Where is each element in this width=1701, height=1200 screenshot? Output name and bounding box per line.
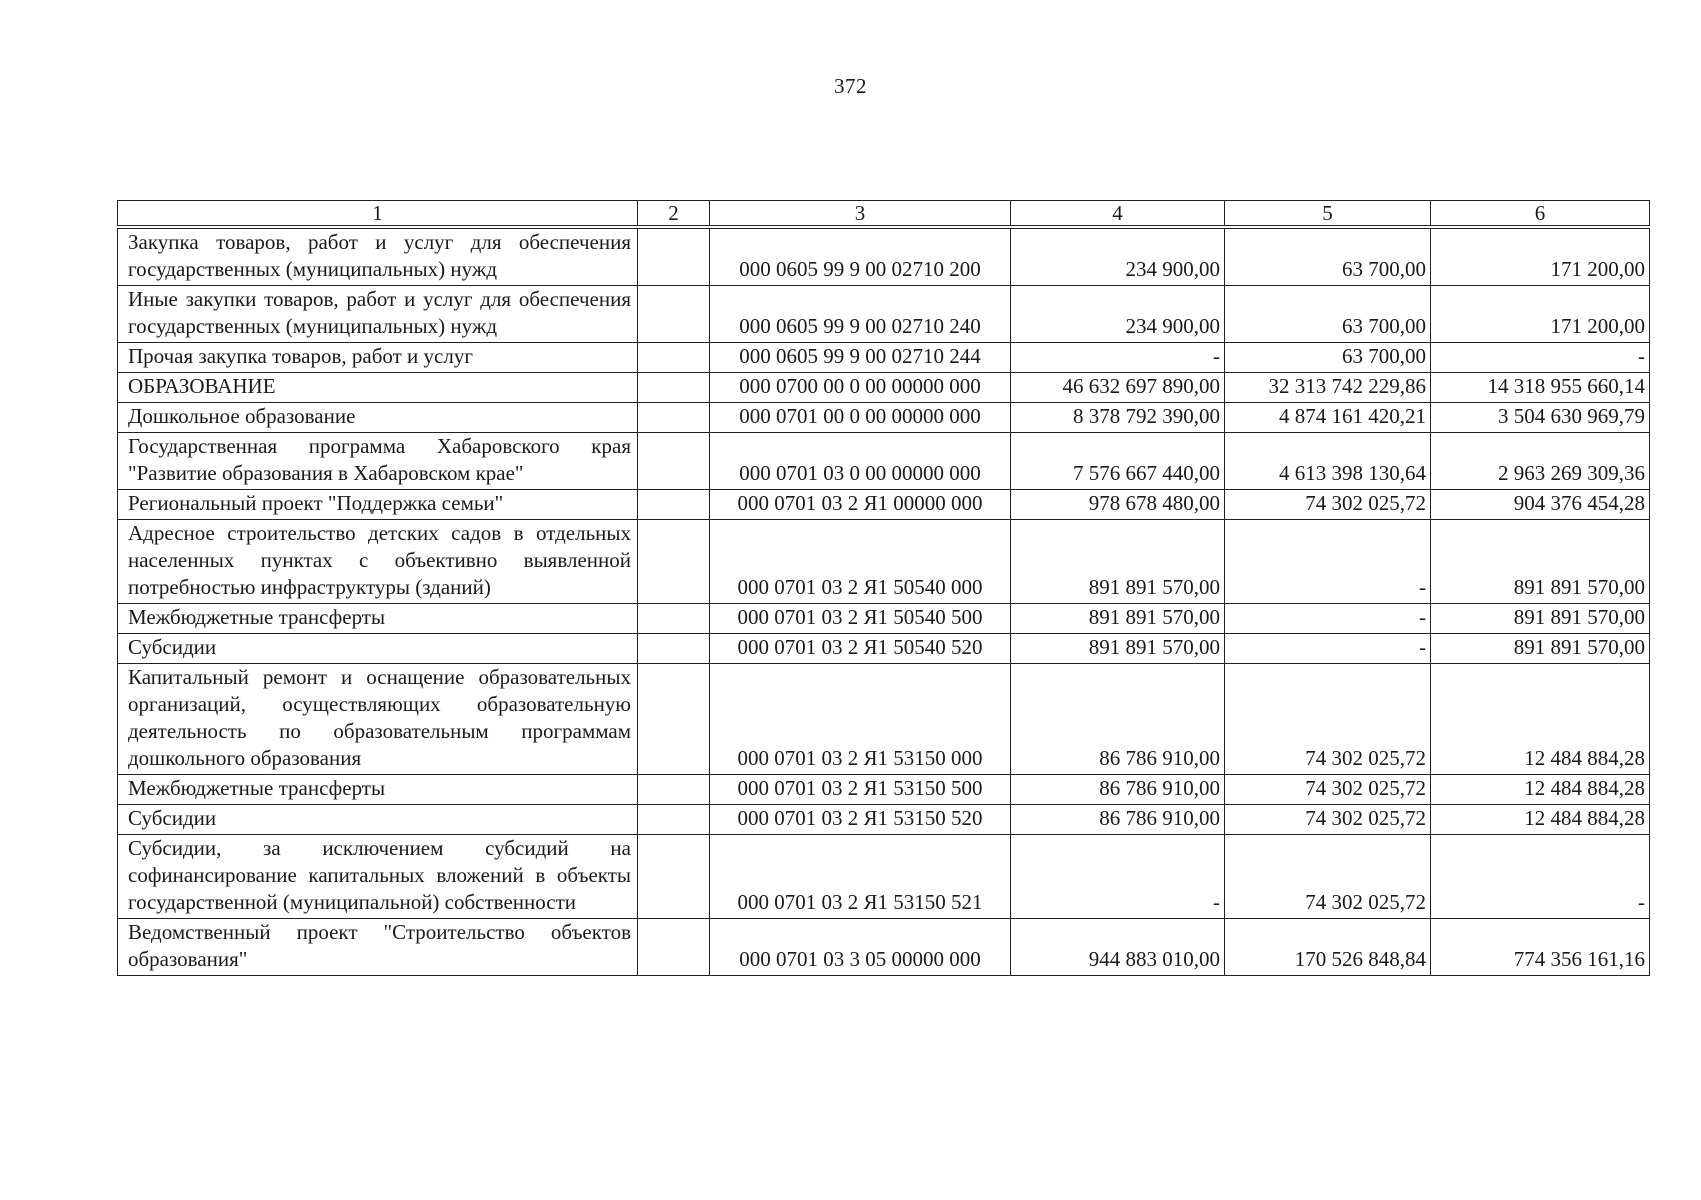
row-name: Дошкольное образование xyxy=(118,403,638,433)
row-value-6: 14 318 955 660,14 xyxy=(1431,373,1650,403)
row-value-6: 12 484 884,28 xyxy=(1431,775,1650,805)
row-col2 xyxy=(638,433,710,490)
row-value-5: 63 700,00 xyxy=(1225,286,1431,343)
row-col2 xyxy=(638,343,710,373)
column-header: 2 xyxy=(638,201,710,228)
row-value-4: 7 576 667 440,00 xyxy=(1011,433,1225,490)
row-code: 000 0605 99 9 00 02710 200 xyxy=(710,227,1011,286)
row-value-6: 891 891 570,00 xyxy=(1431,604,1650,634)
row-value-6: 3 504 630 969,79 xyxy=(1431,403,1650,433)
table-row xyxy=(118,664,1650,775)
row-name: Субсидии xyxy=(118,634,638,664)
row-name: Капитальный ремонт и оснащение образовательных организаций, осуществляющих образовательную деятельность по образовательным программам дошкольного образования xyxy=(118,664,638,775)
row-code: 000 0701 03 2 Я1 00000 000 xyxy=(710,490,1011,520)
row-code: 000 0701 03 2 Я1 50540 520 xyxy=(710,634,1011,664)
row-col2 xyxy=(638,775,710,805)
row-value-6: - xyxy=(1431,835,1650,919)
column-header: 4 xyxy=(1011,201,1225,228)
table-row xyxy=(118,805,1650,835)
row-col2 xyxy=(638,227,710,286)
table-row xyxy=(118,835,1650,919)
table-row xyxy=(118,775,1650,805)
row-value-5: 63 700,00 xyxy=(1225,343,1431,373)
row-value-4: 891 891 570,00 xyxy=(1011,634,1225,664)
row-value-6: 891 891 570,00 xyxy=(1431,634,1650,664)
column-header: 6 xyxy=(1431,201,1650,228)
row-name: Субсидии xyxy=(118,805,638,835)
row-name: Иные закупки товаров, работ и услуг для обеспечения государственных (муниципальных) нужд xyxy=(118,286,638,343)
row-value-6: 12 484 884,28 xyxy=(1431,664,1650,775)
table-row xyxy=(118,227,1650,286)
row-value-4: - xyxy=(1011,835,1225,919)
row-value-4: 234 900,00 xyxy=(1011,227,1225,286)
table-row xyxy=(118,520,1650,604)
row-col2 xyxy=(638,805,710,835)
row-code: 000 0701 03 0 00 00000 000 xyxy=(710,433,1011,490)
row-code: 000 0701 03 2 Я1 50540 000 xyxy=(710,520,1011,604)
row-code: 000 0701 03 3 05 00000 000 xyxy=(710,919,1011,976)
row-name: Адресное строительство детских садов в отдельных населенных пунктах с объективно выявленной потребностью инфраструктуры (зданий) xyxy=(118,520,638,604)
row-col2 xyxy=(638,490,710,520)
table-row xyxy=(118,634,1650,664)
row-col2 xyxy=(638,634,710,664)
row-name: Закупка товаров, работ и услуг для обеспечения государственных (муниципальных) нужд xyxy=(118,227,638,286)
row-value-5: 74 302 025,72 xyxy=(1225,835,1431,919)
row-name: Межбюджетные трансферты xyxy=(118,604,638,634)
row-value-6: 2 963 269 309,36 xyxy=(1431,433,1650,490)
row-name: Государственная программа Хабаровского края "Развитие образования в Хабаровском крае" xyxy=(118,433,638,490)
column-header: 5 xyxy=(1225,201,1431,228)
row-col2 xyxy=(638,664,710,775)
header-row xyxy=(118,201,1650,228)
page-number: 372 xyxy=(834,74,867,98)
row-value-6: 891 891 570,00 xyxy=(1431,520,1650,604)
row-value-5: 74 302 025,72 xyxy=(1225,664,1431,775)
row-value-5: 74 302 025,72 xyxy=(1225,805,1431,835)
row-col2 xyxy=(638,835,710,919)
row-value-5: - xyxy=(1225,520,1431,604)
row-code: 000 0605 99 9 00 02710 244 xyxy=(710,343,1011,373)
row-code: 000 0701 03 2 Я1 50540 500 xyxy=(710,604,1011,634)
row-col2 xyxy=(638,373,710,403)
row-value-5: 170 526 848,84 xyxy=(1225,919,1431,976)
table-row xyxy=(118,490,1650,520)
row-value-5: 4 874 161 420,21 xyxy=(1225,403,1431,433)
row-col2 xyxy=(638,286,710,343)
row-value-6: 904 376 454,28 xyxy=(1431,490,1650,520)
row-value-4: 978 678 480,00 xyxy=(1011,490,1225,520)
row-value-5: 4 613 398 130,64 xyxy=(1225,433,1431,490)
row-value-4: 86 786 910,00 xyxy=(1011,775,1225,805)
row-code: 000 0701 03 2 Я1 53150 500 xyxy=(710,775,1011,805)
row-value-4: 8 378 792 390,00 xyxy=(1011,403,1225,433)
row-value-4: 86 786 910,00 xyxy=(1011,664,1225,775)
row-value-4: 944 883 010,00 xyxy=(1011,919,1225,976)
table-row xyxy=(118,343,1650,373)
row-value-5: 74 302 025,72 xyxy=(1225,775,1431,805)
table-row xyxy=(118,373,1650,403)
row-value-4: 891 891 570,00 xyxy=(1011,604,1225,634)
row-value-4: 234 900,00 xyxy=(1011,286,1225,343)
row-name: Межбюджетные трансферты xyxy=(118,775,638,805)
row-col2 xyxy=(638,604,710,634)
row-name: ОБРАЗОВАНИЕ xyxy=(118,373,638,403)
row-value-4: - xyxy=(1011,343,1225,373)
row-value-6: 12 484 884,28 xyxy=(1431,805,1650,835)
row-name: Ведомственный проект "Строительство объектов образования" xyxy=(118,919,638,976)
row-value-6: 171 200,00 xyxy=(1431,286,1650,343)
row-value-6: 774 356 161,16 xyxy=(1431,919,1650,976)
row-value-5: 32 313 742 229,86 xyxy=(1225,373,1431,403)
row-code: 000 0700 00 0 00 00000 000 xyxy=(710,373,1011,403)
row-col2 xyxy=(638,919,710,976)
budget-table xyxy=(117,200,1650,976)
row-code: 000 0701 03 2 Я1 53150 520 xyxy=(710,805,1011,835)
row-col2 xyxy=(638,520,710,604)
row-value-6: - xyxy=(1431,343,1650,373)
row-value-6: 171 200,00 xyxy=(1431,227,1650,286)
table-row xyxy=(118,286,1650,343)
row-code: 000 0605 99 9 00 02710 240 xyxy=(710,286,1011,343)
row-value-4: 46 632 697 890,00 xyxy=(1011,373,1225,403)
row-name: Субсидии, за исключением субсидий на софинансирование капитальных вложений в объекты государственной (муниципальной) собственности xyxy=(118,835,638,919)
row-value-5: - xyxy=(1225,634,1431,664)
row-value-4: 891 891 570,00 xyxy=(1011,520,1225,604)
table-row xyxy=(118,919,1650,976)
row-code: 000 0701 00 0 00 00000 000 xyxy=(710,403,1011,433)
table-row xyxy=(118,604,1650,634)
column-header: 3 xyxy=(710,201,1011,228)
row-code: 000 0701 03 2 Я1 53150 521 xyxy=(710,835,1011,919)
column-header: 1 xyxy=(118,201,638,228)
row-name: Прочая закупка товаров, работ и услуг xyxy=(118,343,638,373)
row-value-5: 63 700,00 xyxy=(1225,227,1431,286)
row-value-4: 86 786 910,00 xyxy=(1011,805,1225,835)
row-col2 xyxy=(638,403,710,433)
table-row xyxy=(118,403,1650,433)
row-value-5: - xyxy=(1225,604,1431,634)
row-name: Региональный проект "Поддержка семьи" xyxy=(118,490,638,520)
row-code: 000 0701 03 2 Я1 53150 000 xyxy=(710,664,1011,775)
row-value-5: 74 302 025,72 xyxy=(1225,490,1431,520)
table-row xyxy=(118,433,1650,490)
